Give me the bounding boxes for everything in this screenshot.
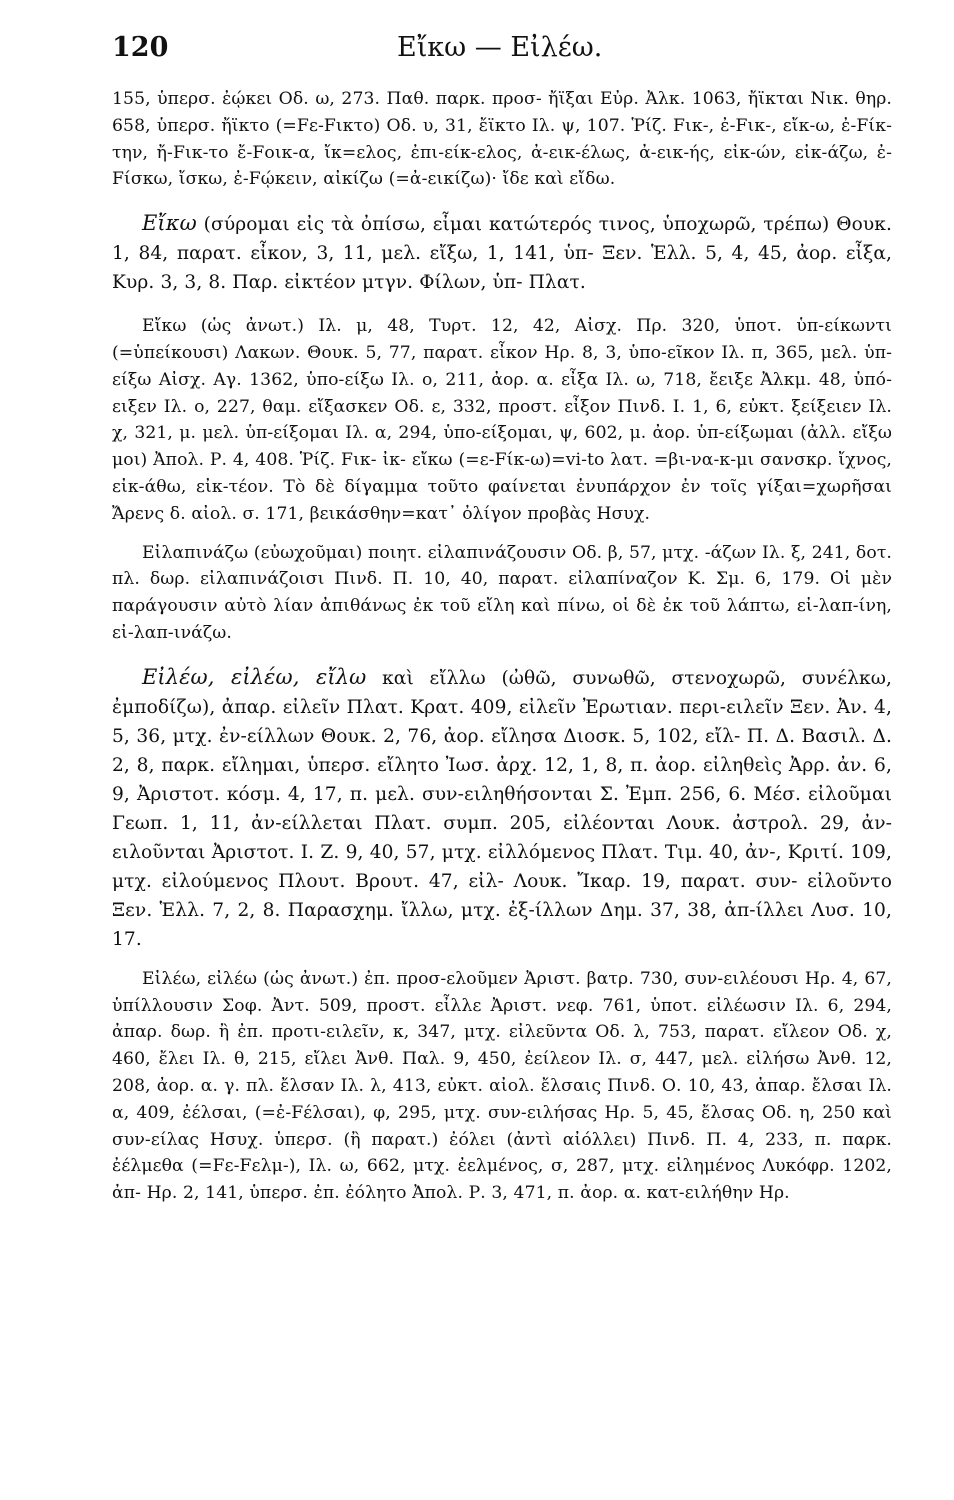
entry-text: (σύρομαι εἰς τὰ ὀπίσω, εἶμαι κατώτερός τινος, ὑποχωρῶ, τρέπω) Θουκ. 1, 84, παρατ. εἶκον, 3, 11, μελ. εἴξω, 1, 141, ὑπ- Ξεν. Ἑλλ. 5, 4, 45, ἀορ. εἶξα, Κυρ. 3, 3, 8. Παρ. εἰκτέον μτγν. Φίλων, ὑπ- Πλατ. xyxy=(112,214,892,294)
entry-continuation xyxy=(112,86,892,193)
entry-lemma: Εἴκω xyxy=(142,211,197,236)
entry-eiko xyxy=(112,209,892,297)
entry-text: καὶ εἴλλω (ὠθῶ, συνωθῶ, στενοχωρῶ, συνέλκω, ἐμποδίζω), ἀπαρ. εἰλεῖν Πλατ. Κρατ. 409, εἰλεῖν Ἐρωτιαν. περι-ειλεῖν Ξεν. Ἀν. 4, 5, 36, μτχ. ἐν-είλλων Θουκ. 2, 76, ἀορ. εἴλησα Διοσκ. 5, 102, εἴλ- Π. Δ. Βασιλ. Δ. 2, 8, παρκ. εἴλημαι, ὑπερσ. εἴλητο Ἰωσ. ἀρχ. 12, 1, 8, π. ἀορ. εἰληθεὶς Ἀρρ. ἀν. 6, 9, Ἀριστοτ. κόσμ. 4, 17, π. μελ. συν-ειληθήσονται Σ. Ἐμπ. 256, 6. Μέσ. εἰλοῦμαι Γεωπ. 1, 11, ἀν-είλλεται Πλατ. συμπ. 205, εἰλέονται Λουκ. ἀστρολ. 29, ἀν-ειλοῦνται Ἀριστοτ. Ι. Ζ. 9, 40, 57, μτχ. εἰλλόμενος Πλατ. Τιμ. 40, ἀν-, Κριτί. 109, μτχ. εἰλούμενος Πλουτ. Βρουτ. 47, εἰλ- Λουκ. Ἴκαρ. 19, παρατ. συν- εἰλοῦντο Ξεν. Ἑλλ. 7, 2, 8. Παρασχημ. ἴλλω, μτχ. ἐξ-ίλλων Δημ. 37, 38, ἀπ-ίλλει Λυσ. 10, 17. xyxy=(112,667,892,950)
entry-text: 155, ὑπερσ. ἐῴκει Οδ. ω, 273. Παθ. παρκ. προσ- ἤϊξαι Εὐρ. Ἀλκ. 1063, ἤϊκται Νικ. θηρ. 658, ὑπερσ. ἤϊκτο (=Fε-Fικτο) Οδ. υ, 31, ἔϊκτο Ιλ. ψ, 107. Ῥίζ. Fικ-, ἐ-Fικ-, εἴκ-ω, ἐ-Fίκ-την, ἤ-Fικ-το ἔ-Fοικ-α, ἴκ=ελος, ἐπι-είκ-ελος, ἀ-εικ-έλως, ἀ-εικ-ής, εἰκ-ών, εἰκ-άζω, ἐ-Fίσκω, ἴσκω, ἐ-Fῴκειν, αἰκίζω (=ἀ-εικίζω)· ἴδε καὶ εἴδω. xyxy=(112,89,892,190)
page-header xyxy=(112,32,892,72)
entry-text: Εἰλέω, εἰλέω (ὡς ἀνωτ.) ἐπ. προσ-ελοῦμεν Ἀριστ. βατρ. 730, συν-ειλέουσι Ηρ. 4, 67, ὑπίλλουσιν Σοφ. Ἀντ. 509, προστ. εἶλλε Ἀριστ. νεφ. 761, ὑποτ. εἰλέωσιν Ιλ. 6, 294, ἀπαρ. δωρ. ἢ ἐπ. προτι-ειλεῖν, κ, 347, μτχ. εἰλεῦντα Οδ. λ, 753, παρατ. εἴλεον Οδ. χ, 460, ἔλει Ιλ. θ, 215, εἴλει Ἀνθ. Παλ. 9, 450, ἐείλεον Ιλ. σ, 447, μελ. εἰλήσω Ἀνθ. 12, 208, ἀορ. α. γ. πλ. ἔλσαν Ιλ. λ, 413, εὐκτ. αἰολ. ἔλσαις Πινδ. Ο. 10, 43, ἀπαρ. ἔλσαι Ιλ. α, 409, ἐέλσαι, (=ἐ-Fέλσαι), φ, 295, μτχ. συν-ειλήσας Ηρ. 5, 45, ἔλσας Οδ. η, 250 καὶ συν-είλας Ησυχ. ὑπερσ. (ἢ παρατ.) ἐόλει (ἀντὶ αἰόλλει) Πινδ. Π. 4, 233, π. παρκ. ἐέλμεθα (=Fε-Fελμ-), Ιλ. ω, 662, μτχ. ἐελμένος, σ, 287, μτχ. εἰλημένος Λυκόφρ. 1202, ἀπ- Ηρ. 2, 141, ὑπερσ. ἐπ. ἐόλητο Ἀπολ. Ρ. 3, 471, π. ἀορ. α. κατ-ειλήθην Ηρ. xyxy=(112,968,892,1204)
dictionary-body xyxy=(112,86,892,1207)
page-number: 120 xyxy=(112,32,169,63)
entry-eileo-forms xyxy=(112,966,892,1207)
entry-eiko-forms xyxy=(112,313,892,527)
entry-lemma: Εἰλέω, εἰλέω, εἴλω xyxy=(142,664,367,689)
entry-eileo xyxy=(112,663,892,954)
running-title: Εἴκω — Εἰλέω. xyxy=(397,32,603,63)
entry-eilapinazo xyxy=(112,540,892,647)
entry-text: Εἰλαπινάζω (εὐωχοῦμαι) ποιητ. εἰλαπινάζουσιν Οδ. β, 57, μτχ. -άζων Ιλ. ξ, 241, δοτ. πλ. δωρ. εἰλαπινάζοισι Πινδ. Π. 10, 40, παρατ. εἰλαπίναζον Κ. Σμ. 6, 179. Οἱ μὲν παράγουσιν αὐτὸ λίαν ἀπιθάνως ἐκ τοῦ εἴλη καὶ πίνω, οἱ δὲ ἐκ τοῦ λάπτω, εἰ-λαπ-ίνη, εἰ-λαπ-ινάζω. xyxy=(112,542,892,643)
entry-text: Εἴκω (ὡς ἀνωτ.) Ιλ. μ, 48, Τυρτ. 12, 42, Αἰσχ. Πρ. 320, ὑποτ. ὑπ-είκωντι (=ὑπείκουσι) Λακων. Θουκ. 5, 77, παρατ. εἶκον Ηρ. 8, 3, ὑπο-εῖκον Ιλ. π, 365, μελ. ὑπ-είξω Αἰσχ. Αγ. 1362, ὑπο-είξω Ιλ. ο, 211, ἀορ. α. εἶξα Ιλ. ω, 718, ἔειξε Ἀλκμ. 48, ὑπό-ειξεν Ιλ. ο, 227, θαμ. εἴξασκεν Οδ. ε, 332, προστ. εἶξον Πινδ. Ι. 1, 6, εὐκτ. ξείξειεν Ιλ. χ, 321, μ. μελ. ὑπ-είξομαι Ιλ. α, 294, ὑπο-είξομαι, ψ, 602, μ. ἀορ. ὑπ-είξωμαι (ἀλλ. εἴξω μοι) Ἀπολ. Ρ. 4, 408. Ῥίζ. Fικ- ἰκ- εἴκω (=ε-Fίκ-ω)=vi-to λατ. =βι-να-κ-μι σανσκρ. ἴχνος, εἰκ-άθω, εἰκ-τέον. Τὸ δὲ δίγαμμα τοῦτο φαίνεται ἐνυπάρχον ἐν τοῖς γίξαι=χωρῆσαι Ἄρενς δ. αἰολ. σ. 171, βεικάσθην=κατ᾽ ὀλίγον προβὰς Ησυχ. xyxy=(112,316,892,524)
